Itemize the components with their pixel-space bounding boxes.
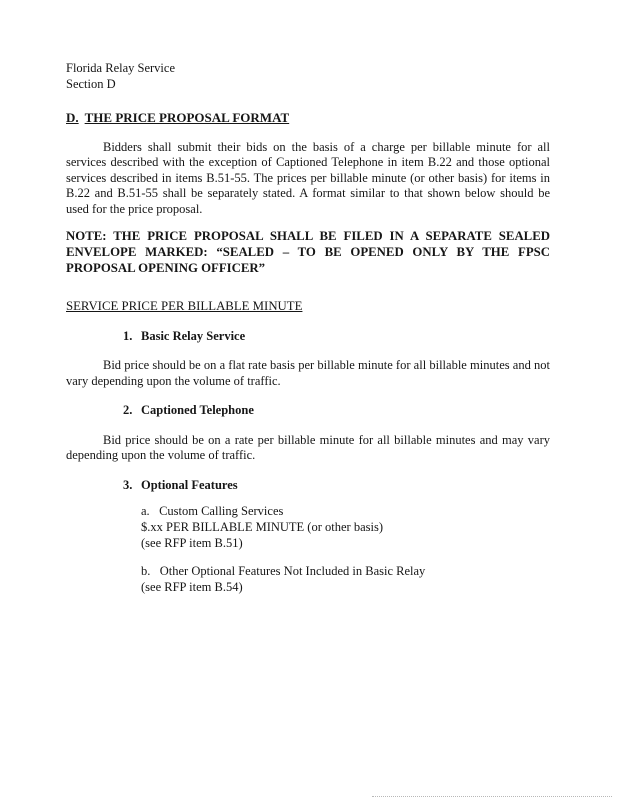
- item-heading-2: [66, 403, 550, 419]
- item-paragraph-1: Bid price should be on a flat rate basis per billable minute for all billable minutes and not vary depending upon the volume of traffic.: [66, 358, 550, 388]
- item-title: Captioned Telephone: [141, 403, 254, 417]
- option-label: a.: [141, 504, 150, 518]
- item-number: 2.: [123, 403, 133, 417]
- item-heading-1: [66, 329, 550, 345]
- option-title: Custom Calling Services: [159, 504, 284, 518]
- item-heading-3: [66, 478, 550, 494]
- optional-feature-b: [66, 563, 550, 595]
- item-number: 1.: [123, 328, 133, 343]
- subheading: SERVICE PRICE PER BILLABLE MINUTE: [66, 299, 303, 313]
- option-reference: (see RFP item B.54): [141, 580, 243, 594]
- document-page: [66, 61, 550, 595]
- option-reference: (see RFP item B.51): [141, 536, 243, 550]
- option-title: Other Optional Features Not Included in Basic Relay: [159, 564, 426, 578]
- intro-paragraph: Bidders shall submit their bids on the basis of a charge per billable minute for all services described with the exception of Captioned Telephone in item B.22 and those optional services described in items B.51-55. The prices per billable minute (or other basis) for items in B.22 and B.51-55 shall be separately stated. A format similar to that shown below should be used for the price proposal.: [66, 139, 550, 216]
- header-section: Section D: [66, 76, 116, 91]
- scan-edge-line: [372, 796, 612, 797]
- item-title: Optional Features: [141, 477, 238, 492]
- optional-feature-a: [66, 503, 550, 551]
- section-letter: D.: [66, 110, 79, 125]
- note-paragraph: NOTE: THE PRICE PROPOSAL SHALL BE FILED IN A SEPARATE SEALED ENVELOPE MARKED: “SEALED – TO BE OPENED ONLY BY THE FPSC PROPOSAL OPENING OFFICER”: [66, 229, 550, 275]
- item-title: Basic Relay Service: [141, 328, 246, 343]
- option-price: $.xx PER BILLABLE MINUTE (or other basis): [141, 520, 383, 534]
- item-number: 3.: [123, 477, 133, 492]
- header-organization: Florida Relay Service: [66, 61, 175, 75]
- document-header: [66, 61, 550, 92]
- item-paragraph-2: Bid price should be on a rate per billable minute for all billable minutes and may vary depending upon the volume of traffic.: [66, 432, 550, 462]
- option-label: b.: [141, 564, 151, 578]
- section-heading: [66, 110, 550, 126]
- section-title: THE PRICE PROPOSAL FORMAT: [84, 110, 290, 125]
